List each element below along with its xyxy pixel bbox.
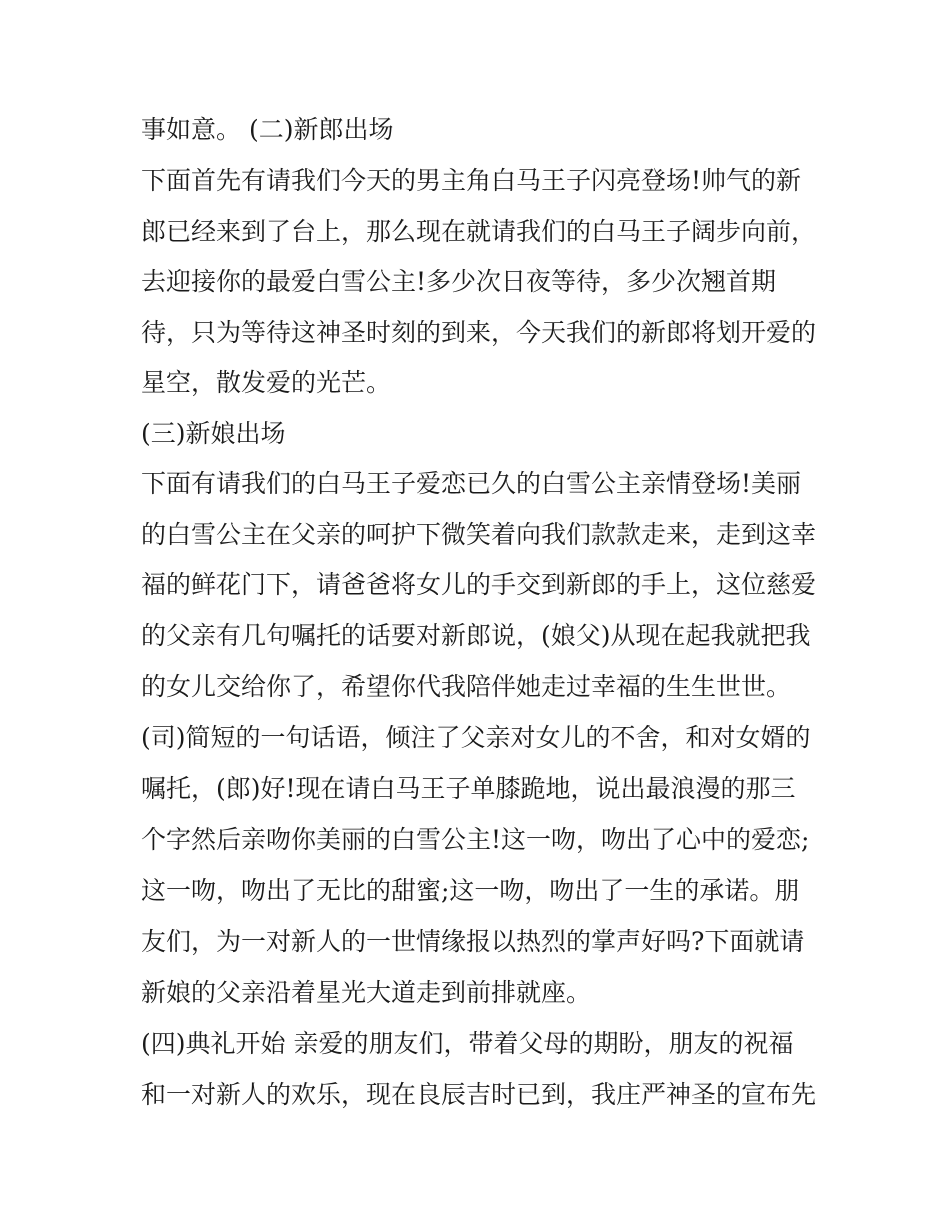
text-line: 事如意。 (二)新郎出场 — [141, 115, 394, 144]
text-line: 去迎接你的最爱白雪公主!多少次日夜等待，多少次翘首期 — [141, 267, 777, 296]
section-heading: (三)新娘出场 — [141, 419, 286, 448]
text-line: (司)简短的一句话语，倾注了父亲对女儿的不舍，和对女婿的 — [141, 723, 811, 752]
text-line: 的女儿交给你了，希望你代我陪伴她走过幸福的生生世世。 — [141, 672, 792, 701]
text-line: 下面有请我们的白马王子爱恋已久的白雪公主亲情登场!美丽 — [141, 469, 802, 498]
text-line: 待，只为等待这神圣时刻的到来，今天我们的新郎将划开爱的 — [141, 318, 817, 347]
text-line: 这一吻，吻出了无比的甜蜜;这一吻，吻出了一生的承诺。朋 — [141, 876, 800, 905]
text-line: 福的鲜花门下，请爸爸将女儿的手交到新郎的手上，这位慈爱 — [141, 570, 817, 599]
text-line: 友们，为一对新人的一世情缘报以热烈的掌声好吗?下面就请 — [141, 927, 805, 956]
text-line: 和一对新人的欢乐，现在良辰吉时已到，我庄严神圣的宣布先 — [141, 1080, 817, 1109]
text-line: 下面首先有请我们今天的男主角白马王子闪亮登场!帅气的新 — [141, 166, 802, 195]
text-line: 的白雪公主在父亲的呵护下微笑着向我们款款走来，走到这幸 — [141, 520, 817, 549]
text-line: 的父亲有几句嘱托的话要对新郎说，(娘父)从现在起我就把我 — [141, 621, 811, 650]
text-line: 郎已经来到了台上，那么现在就请我们的白马王子阔步向前， — [141, 217, 817, 246]
text-line: 嘱托，(郎)好!现在请白马王子单膝跪地，说出最浪漫的那三 — [141, 774, 796, 803]
text-line: 星空，散发爱的光芒。 — [141, 368, 392, 397]
text-line: 个字然后亲吻你美丽的白雪公主!这一吻，吻出了心中的爱恋; — [141, 825, 810, 854]
text-line: 新娘的父亲沿着星光大道走到前排就座。 — [141, 978, 592, 1007]
text-line: (四)典礼开始 亲爱的朋友们，带着父母的期盼，朋友的祝福 — [141, 1029, 794, 1058]
